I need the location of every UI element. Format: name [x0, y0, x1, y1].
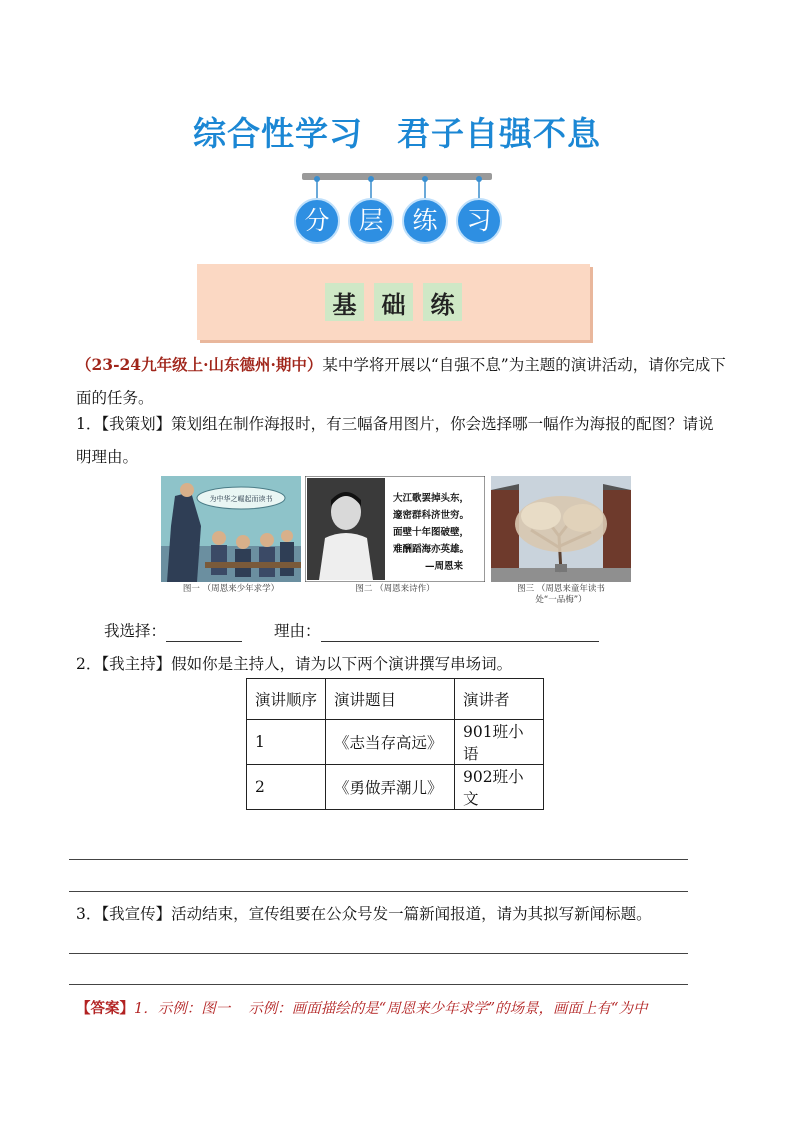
- table-row: [247, 720, 544, 765]
- table-row: [247, 765, 544, 810]
- poem-line: 大江歌罢掉头东，: [393, 493, 470, 504]
- table-cell: 902班小文: [455, 765, 544, 810]
- answer-section: 【答案】1．示例：图一 示例：画面描绘的是“周恩来少年求学”的场景，画面上有“为中: [76, 1000, 648, 1017]
- question-2: 2．【我主持】假如你是主持人，请为以下两个演讲撰写串场词。: [76, 655, 513, 673]
- section-circle: 习: [456, 198, 502, 244]
- section-circle: 分: [294, 198, 340, 244]
- rail-connector: [370, 178, 372, 200]
- answer-key-label: 【答案】: [76, 1000, 134, 1017]
- answer-line[interactable]: [69, 984, 688, 985]
- figure-row: [161, 476, 631, 616]
- table-cell: 《志当存高远》: [326, 720, 455, 765]
- table-header-row: [247, 679, 544, 720]
- portrait-poem-image: [305, 476, 485, 582]
- intro-paragraph: （23-24九年级上·山东德州·期中）某中学将开展以“自强不息”为主题的演讲活动，请你完成下面的任务。: [76, 355, 726, 407]
- banner-char: 基: [325, 283, 364, 321]
- table-cell: 《勇做弄潮儿》: [326, 765, 455, 810]
- answer-line[interactable]: [69, 953, 688, 954]
- banner-char: 练: [423, 283, 462, 321]
- choice-row: [104, 620, 599, 642]
- figure-caption: 图三 （周恩来童年读书 处“一品梅”）: [517, 584, 605, 605]
- rail-connector: [478, 178, 480, 200]
- table-cell: 901班小语: [455, 720, 544, 765]
- illustration-study-image: [161, 476, 301, 582]
- table-header-cell: 演讲者: [455, 679, 544, 720]
- figure-3: [491, 476, 631, 605]
- decorative-rail: [302, 173, 492, 180]
- poem-line: 面壁十年图破壁，: [393, 527, 470, 538]
- rail-connector: [316, 178, 318, 200]
- table-cell: 2: [247, 765, 326, 810]
- select-answer-blank[interactable]: [166, 621, 242, 642]
- answer-line[interactable]: [69, 859, 688, 860]
- section-circle: 层: [348, 198, 394, 244]
- rail-connector: [424, 178, 426, 200]
- table-cell: 1: [247, 720, 326, 765]
- select-label: 我选择：: [104, 622, 167, 640]
- question-source: （23-24九年级上·山东德州·期中）: [76, 355, 323, 374]
- figure-caption: 图二 （周恩来诗作）: [355, 584, 435, 594]
- table-header-cell: 演讲顺序: [247, 679, 326, 720]
- page-title: 综合性学习 君子自强不息: [193, 114, 601, 153]
- question-3: 3．【我宣传】活动结束，宣传组要在公众号发一篇新闻报道，请为其拟写新闻标题。: [76, 905, 652, 923]
- banner-char: 础: [374, 283, 413, 321]
- question-1: 1．【我策划】策划组在制作海报时，有三幅备用图片，你会选择哪一幅作为海报的配图？请说明理由。: [76, 415, 714, 466]
- figure-caption: 图一 （周恩来少年求学）: [182, 584, 280, 594]
- poem-line: 难酬蹈海亦英雄。: [393, 544, 470, 555]
- figure-1: [161, 476, 301, 594]
- section-circle: 练: [402, 198, 448, 244]
- plum-tree-image: [491, 476, 631, 582]
- inset-slogan: 为中华之崛起而读书: [209, 495, 273, 503]
- speech-schedule-table: [246, 678, 544, 810]
- reason-answer-blank[interactable]: [321, 621, 599, 642]
- reason-label: 理由：: [274, 622, 321, 640]
- answer-line[interactable]: [69, 891, 688, 892]
- poem-line: 邃密群科济世穷。: [393, 510, 470, 521]
- figure-2: [305, 476, 485, 594]
- section-banner: [197, 264, 590, 340]
- poem-author: —周恩来: [425, 561, 464, 572]
- table-header-cell: 演讲题目: [326, 679, 455, 720]
